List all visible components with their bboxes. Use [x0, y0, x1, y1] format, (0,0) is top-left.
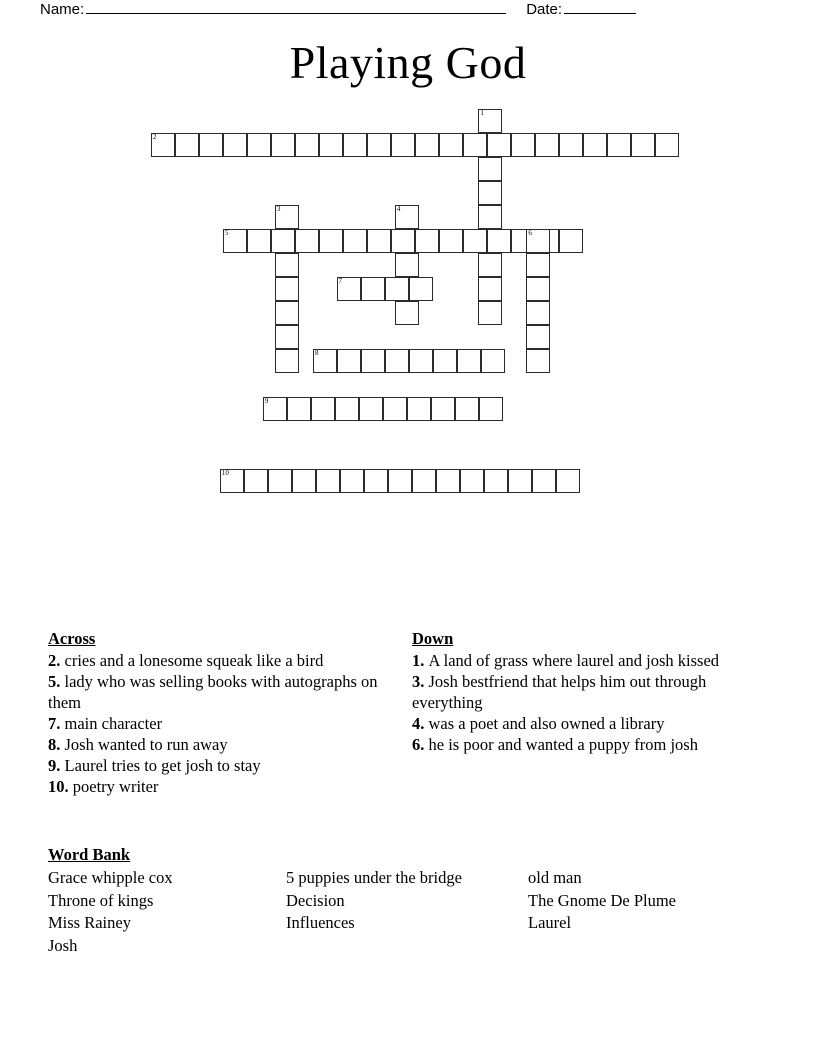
crossword-cell[interactable]: [436, 469, 460, 493]
crossword-cell[interactable]: [395, 301, 419, 325]
crossword-cell[interactable]: [275, 277, 299, 301]
crossword-cell[interactable]: [275, 253, 299, 277]
crossword-cell[interactable]: [631, 133, 655, 157]
across-clue-item: [48, 671, 398, 713]
crossword-cell[interactable]: [407, 397, 431, 421]
crossword-cell[interactable]: [343, 229, 367, 253]
crossword-cell[interactable]: [457, 349, 481, 373]
crossword-cell[interactable]: [391, 133, 415, 157]
crossword-cell[interactable]: [337, 349, 361, 373]
crossword-cell[interactable]: [532, 469, 556, 493]
word-bank-item: Miss Rainey: [48, 913, 131, 932]
crossword-cell[interactable]: [535, 133, 559, 157]
word-bank-item: Decision: [286, 890, 345, 910]
crossword-cell[interactable]: [316, 469, 340, 493]
crossword-cell[interactable]: [455, 397, 479, 421]
crossword-cell[interactable]: [247, 229, 271, 253]
down-clue-item: [412, 650, 757, 671]
crossword-cell-number: 1: [480, 109, 484, 117]
crossword-cell[interactable]: [385, 349, 409, 373]
clues-section: [0, 628, 816, 838]
crossword-cell[interactable]: [607, 133, 631, 157]
word-bank-item: Josh: [48, 935, 78, 955]
crossword-cell[interactable]: [359, 397, 383, 421]
down-clue-number: 6.: [412, 735, 429, 754]
down-heading: Down: [412, 629, 454, 648]
crossword-cell[interactable]: [247, 133, 271, 157]
crossword-cell[interactable]: [367, 133, 391, 157]
crossword-cell[interactable]: [479, 397, 503, 421]
crossword-cell[interactable]: [275, 205, 299, 229]
crossword-cell[interactable]: [292, 469, 316, 493]
name-date-row: [40, 0, 780, 26]
crossword-cell[interactable]: [478, 109, 502, 133]
crossword-cell-number: 8: [315, 349, 319, 357]
crossword-cell[interactable]: [559, 229, 583, 253]
crossword-cell[interactable]: [223, 133, 247, 157]
word-bank-item: Laurel: [528, 913, 572, 932]
word-bank-item: Throne of kings: [48, 890, 154, 910]
word-bank-item: old man: [528, 868, 582, 887]
down-clue-item: [412, 671, 757, 713]
crossword-cell[interactable]: [478, 253, 502, 277]
across-clue-number: 5.: [48, 672, 65, 691]
crossword-cell[interactable]: [391, 229, 415, 253]
crossword-cell[interactable]: [343, 133, 367, 157]
down-clue-text: was a poet and also owned a library: [428, 714, 665, 733]
crossword-cell[interactable]: [385, 277, 409, 301]
page-title: Playing God: [289, 37, 527, 88]
word-bank-item: Influences: [286, 913, 355, 932]
crossword-cell[interactable]: [526, 301, 550, 325]
crossword-cell[interactable]: [395, 253, 419, 277]
crossword-cell[interactable]: [526, 253, 550, 277]
crossword-cell[interactable]: [439, 229, 463, 253]
across-clue-text: lady who was selling books with autographs on them: [48, 672, 378, 712]
crossword-cell[interactable]: [556, 469, 580, 493]
crossword-cell[interactable]: [409, 349, 433, 373]
crossword-cell[interactable]: [151, 133, 175, 157]
across-clue-text: Laurel tries to get josh to stay: [64, 756, 261, 775]
crossword-cell[interactable]: [478, 157, 502, 181]
across-clue-text: poetry writer: [72, 777, 159, 796]
crossword-cell-number: 3: [276, 205, 281, 213]
crossword-cell[interactable]: [526, 229, 550, 253]
name-label: Name:: [40, 1, 85, 18]
across-heading: Across: [48, 629, 96, 648]
across-clue-item: [48, 713, 398, 734]
crossword-cell[interactable]: [220, 469, 244, 493]
crossword-cell[interactable]: [484, 469, 508, 493]
down-clue-item: [412, 734, 757, 755]
word-bank-item: Grace whipple cox: [48, 868, 173, 887]
crossword-cell-number: 5: [225, 229, 229, 237]
crossword-cell[interactable]: [526, 325, 550, 349]
name-blank-line[interactable]: [86, 0, 506, 14]
across-clue-item: [48, 650, 398, 671]
crossword-cell[interactable]: [271, 133, 295, 157]
crossword-cell[interactable]: [526, 277, 550, 301]
crossword-cell[interactable]: [361, 277, 385, 301]
crossword-cell[interactable]: [395, 205, 419, 229]
down-clue-number: 1.: [412, 651, 429, 670]
crossword-cell[interactable]: [409, 277, 433, 301]
crossword-cell[interactable]: [263, 397, 287, 421]
crossword-cell[interactable]: [271, 229, 295, 253]
across-clue-number: 7.: [48, 714, 65, 733]
crossword-cell[interactable]: [508, 469, 532, 493]
crossword-cell[interactable]: [481, 349, 505, 373]
across-clue-list: [48, 650, 398, 797]
crossword-cell[interactable]: [364, 469, 388, 493]
down-clue-number: 3.: [412, 672, 429, 691]
crossword-cell[interactable]: [295, 229, 319, 253]
crossword-cell[interactable]: [583, 133, 607, 157]
crossword-cell[interactable]: [559, 133, 583, 157]
word-bank-grid: [48, 867, 768, 957]
across-clue-item: [48, 776, 398, 797]
crossword-cell[interactable]: [526, 349, 550, 373]
word-bank-section: [48, 845, 768, 957]
crossword-cell-number: 6: [528, 229, 532, 237]
crossword-cell-number: 7: [338, 277, 343, 285]
crossword-cell[interactable]: [337, 277, 361, 301]
crossword-cell[interactable]: [415, 133, 439, 157]
word-bank-heading: Word Bank: [48, 845, 131, 864]
crossword-cell[interactable]: [287, 397, 311, 421]
crossword-cell[interactable]: [340, 469, 364, 493]
across-clue-number: 10.: [48, 777, 73, 796]
crossword-cell[interactable]: [433, 349, 457, 373]
crossword-cell-number: 9: [264, 397, 269, 405]
crossword-cell-number: 4: [396, 205, 401, 213]
crossword-cell[interactable]: [313, 349, 337, 373]
down-clue-text: Josh bestfriend that helps him out through everything: [412, 672, 707, 712]
crossword-cell[interactable]: [319, 133, 343, 157]
crossword-cell[interactable]: [478, 181, 502, 205]
across-clue-item: [48, 755, 398, 776]
down-clue-number: 4.: [412, 714, 429, 733]
word-bank-item: The Gnome De Plume: [528, 890, 677, 910]
down-clue-text: he is poor and wanted a puppy from josh: [428, 735, 698, 754]
crossword-cell[interactable]: [199, 133, 223, 157]
crossword-cell[interactable]: [367, 229, 391, 253]
across-clue-number: 9.: [48, 756, 65, 775]
crossword-cell[interactable]: [175, 133, 199, 157]
crossword-cell[interactable]: [487, 229, 511, 253]
crossword-cell[interactable]: [478, 277, 502, 301]
crossword-cell[interactable]: [655, 133, 679, 157]
crossword-grid[interactable]: [0, 100, 816, 500]
crossword-cell[interactable]: [335, 397, 359, 421]
crossword-cell[interactable]: [361, 349, 385, 373]
across-clue-text: Josh wanted to run away: [64, 735, 228, 754]
crossword-cell[interactable]: [275, 349, 299, 373]
down-clue-item: [412, 713, 757, 734]
across-clue-text: cries and a lonesome squeak like a bird: [64, 651, 324, 670]
crossword-cell[interactable]: [439, 133, 463, 157]
crossword-cell[interactable]: [487, 133, 511, 157]
crossword-cell[interactable]: [412, 469, 436, 493]
crossword-cell[interactable]: [511, 133, 535, 157]
crossword-cell[interactable]: [388, 469, 412, 493]
crossword-cell[interactable]: [275, 301, 299, 325]
crossword-cell[interactable]: [415, 229, 439, 253]
across-clue-item: [48, 734, 398, 755]
crossword-cell[interactable]: [383, 397, 407, 421]
crossword-cell[interactable]: [463, 133, 487, 157]
crossword-cell[interactable]: [431, 397, 455, 421]
crossword-cell[interactable]: [268, 469, 292, 493]
crossword-cell[interactable]: [478, 301, 502, 325]
across-clue-number: 2.: [48, 651, 65, 670]
crossword-cell[interactable]: [275, 325, 299, 349]
crossword-cell[interactable]: [460, 469, 484, 493]
crossword-cell[interactable]: [295, 133, 319, 157]
across-clue-text: main character: [64, 714, 163, 733]
date-label: Date:: [526, 1, 563, 18]
down-clue-list: [412, 650, 757, 755]
crossword-cell[interactable]: [244, 469, 268, 493]
crossword-cell[interactable]: [319, 229, 343, 253]
crossword-cell[interactable]: [311, 397, 335, 421]
across-clues-column: [48, 628, 398, 797]
crossword-cell[interactable]: [478, 205, 502, 229]
date-blank-line[interactable]: [564, 0, 636, 14]
down-clue-text: A land of grass where laurel and josh kissed: [428, 651, 720, 670]
crossword-cell-number: 10: [221, 469, 229, 477]
crossword-cell[interactable]: [223, 229, 247, 253]
word-bank-item: 5 puppies under the bridge: [286, 868, 462, 887]
crossword-cell-number: 2: [153, 133, 157, 141]
crossword-cell[interactable]: [463, 229, 487, 253]
down-clues-column: [412, 628, 757, 755]
across-clue-number: 8.: [48, 735, 65, 754]
